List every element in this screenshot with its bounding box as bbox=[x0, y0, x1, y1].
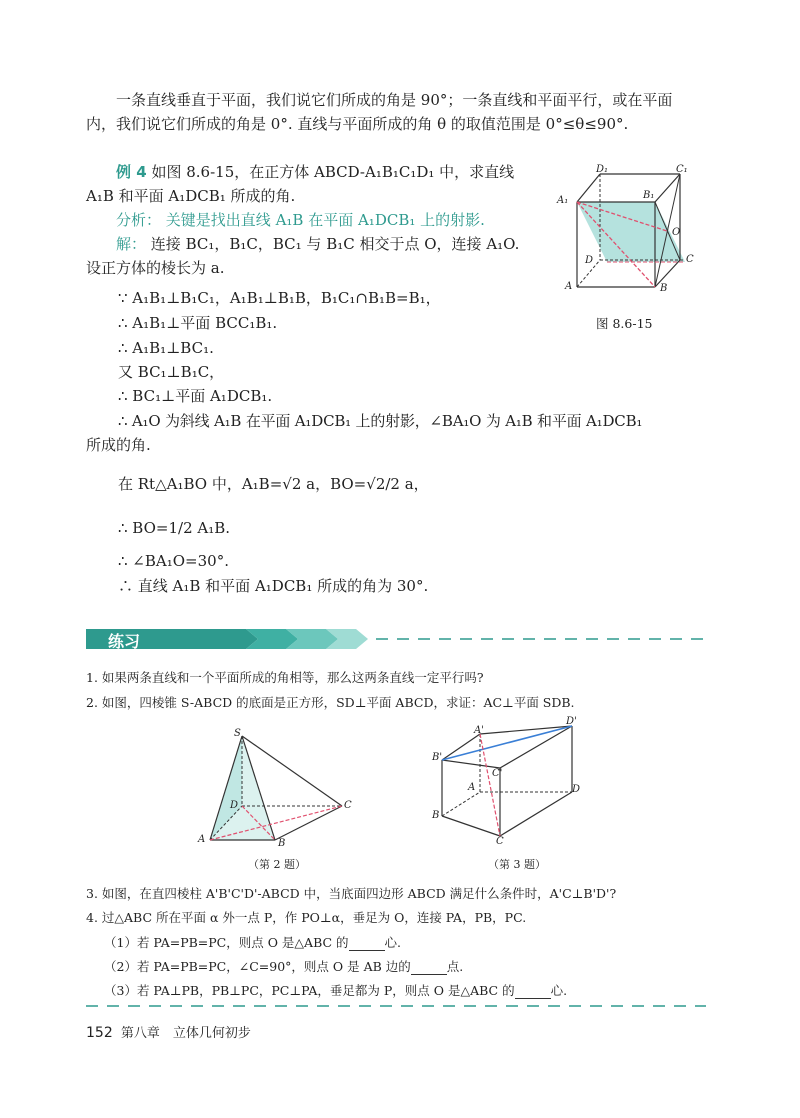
question-4-part-3 bbox=[104, 981, 567, 999]
proof-step-5: ∴ BC₁⊥平面 A₁DCB₁. bbox=[118, 387, 273, 405]
fig2-caption: （第 2 题） bbox=[248, 858, 306, 871]
example-line-2: A₁B 和平面 A₁DCB₁ 所成的角. bbox=[86, 187, 296, 205]
banner-arrows bbox=[86, 626, 706, 652]
bottom-separator bbox=[86, 1003, 706, 1009]
shaded-plane bbox=[577, 202, 685, 262]
figure-caption: 图 8.6-15 bbox=[596, 316, 653, 331]
fig-label-a: A bbox=[565, 281, 573, 292]
conclusion-3: ∴ 直线 A₁B 和平面 A₁DCB₁ 所成的角为 30°. bbox=[118, 577, 429, 595]
proof-step-4: 又 BC₁⊥B₁C， bbox=[118, 363, 225, 381]
conclusion-2: ∴ ∠BA₁O=30°. bbox=[118, 552, 229, 570]
fig2-label-a: A bbox=[198, 834, 206, 845]
question-4: 4. 过△ABC 所在平面 α 外一点 P，作 PO⊥α，垂足为 O，连接 PA，PB，PC. bbox=[86, 910, 527, 925]
practice-banner bbox=[86, 626, 706, 652]
fig2-label-d: D bbox=[230, 800, 239, 811]
prism-figure bbox=[430, 718, 590, 848]
fig-label-d1: D₁ bbox=[596, 164, 609, 175]
proof-step-6: ∴ A₁O 为斜线 A₁B 在平面 A₁DCB₁ 上的射影，∠BA₁O 为 A₁B 和平面 A₁DCB₁ bbox=[118, 412, 643, 430]
fig3-label-a: A bbox=[468, 782, 476, 793]
question-3: 3. 如图，在直四棱柱 A'B'C'D'-ABCD 中，当底面四边形 ABCD 满足什么条件时，A'C⊥B'D'? bbox=[86, 886, 617, 901]
proof-step-2: ∴ A₁B₁⊥平面 BCC₁B₁. bbox=[118, 314, 278, 332]
fig-label-b1: B₁ bbox=[643, 190, 655, 201]
q4-2-suffix: 点. bbox=[446, 959, 464, 974]
fig-label-a1: A₁ bbox=[557, 195, 569, 206]
conclusion-1: ∴ BO=1/2 A₁B. bbox=[118, 519, 231, 537]
question-4-part-2 bbox=[104, 957, 463, 975]
fig3-label-d-prime: D' bbox=[566, 716, 577, 727]
question-2: 2. 如图，四棱锥 S-ABCD 的底面是正方形，SD⊥平面 ABCD，求证：AC⊥平面 SDB. bbox=[86, 695, 575, 710]
page-number: 152 bbox=[86, 1025, 113, 1041]
rt-triangle-line: 在 Rt△A₁BO 中，A₁B=√2 a，BO=√2/2 a， bbox=[118, 475, 429, 493]
solution-label: 解： bbox=[116, 235, 147, 253]
q4-2-blank[interactable] bbox=[411, 962, 447, 975]
q4-1-blank[interactable] bbox=[349, 938, 385, 951]
fig3-label-d: D bbox=[572, 784, 581, 795]
practice-title: 练习 bbox=[108, 632, 141, 651]
intro-line-1: 一条直线垂直于平面，我们说它们所成的角是 90°；一条直线和平面平行，或在平面 bbox=[116, 91, 673, 109]
proof-step-cont: 所成的角. bbox=[86, 436, 151, 454]
q4-2-text: （2）若 PA=PB=PC，∠C=90°，则点 O 是 AB 边的 bbox=[104, 959, 411, 974]
pyramid-figure bbox=[200, 728, 360, 848]
fig2-label-b: B bbox=[278, 838, 286, 849]
fig-label-c: C bbox=[686, 254, 694, 265]
intro-paragraph bbox=[86, 88, 714, 136]
cube-figure bbox=[555, 162, 705, 297]
page-footer bbox=[86, 1022, 251, 1041]
q4-1-text: （1）若 PA=PB=PC，则点 O 是△ABC 的 bbox=[104, 935, 349, 950]
fig3-caption: （第 3 题） bbox=[488, 858, 546, 871]
chapter-title: 第八章 立体几何初步 bbox=[120, 1026, 251, 1041]
proof-step-1: ∵ A₁B₁⊥B₁C₁，A₁B₁⊥B₁B，B₁C₁∩B₁B=B₁， bbox=[118, 289, 441, 307]
fig3-label-c-prime: C' bbox=[492, 768, 503, 779]
question-1: 1. 如果两条直线和一个平面所成的角相等，那么这两条直线一定平行吗? bbox=[86, 670, 484, 685]
fig-label-o: O bbox=[672, 227, 681, 238]
intro-line-2: 内，我们说它们所成的角是 0°. 直线与平面所成的角 θ 的取值范围是 0°≤θ≤90°. bbox=[86, 115, 629, 133]
example-4 bbox=[86, 160, 556, 280]
fig2-label-s: S bbox=[234, 728, 241, 739]
fig-label-b: B bbox=[660, 283, 668, 294]
q4-3-text: （3）若 PA⊥PB，PB⊥PC，PC⊥PA，垂足都为 P，则点 O 是△ABC 的 bbox=[104, 983, 515, 998]
fig2-label-c: C bbox=[344, 800, 352, 811]
fig3-label-b-prime: B' bbox=[432, 752, 443, 763]
analysis-label: 分析： bbox=[116, 211, 162, 229]
q4-3-suffix: 心. bbox=[550, 983, 568, 998]
proof-step-3: ∴ A₁B₁⊥BC₁. bbox=[118, 339, 214, 357]
question-4-part-1 bbox=[104, 933, 401, 951]
solution-text: 连接 BC₁，B₁C，BC₁ 与 B₁C 相交于点 O，连接 A₁O. bbox=[150, 235, 520, 253]
q4-1-suffix: 心. bbox=[384, 935, 402, 950]
fig3-label-b: B bbox=[432, 810, 440, 821]
example-line-1: 如图 8.6-15，在正方体 ABCD-A₁B₁C₁D₁ 中，求直线 bbox=[151, 163, 515, 181]
fig-label-d: D bbox=[585, 255, 594, 266]
fig3-label-c: C bbox=[496, 836, 504, 847]
q4-3-blank[interactable] bbox=[515, 986, 551, 999]
fig-label-c1: C₁ bbox=[676, 164, 688, 175]
example-label: 例 4 bbox=[116, 163, 147, 181]
solution-line-2: 设正方体的棱长为 a. bbox=[86, 259, 225, 277]
fig3-label-a-prime: A' bbox=[474, 725, 484, 736]
analysis-text: 关键是找出直线 A₁B 在平面 A₁DCB₁ 上的射影. bbox=[165, 211, 485, 229]
